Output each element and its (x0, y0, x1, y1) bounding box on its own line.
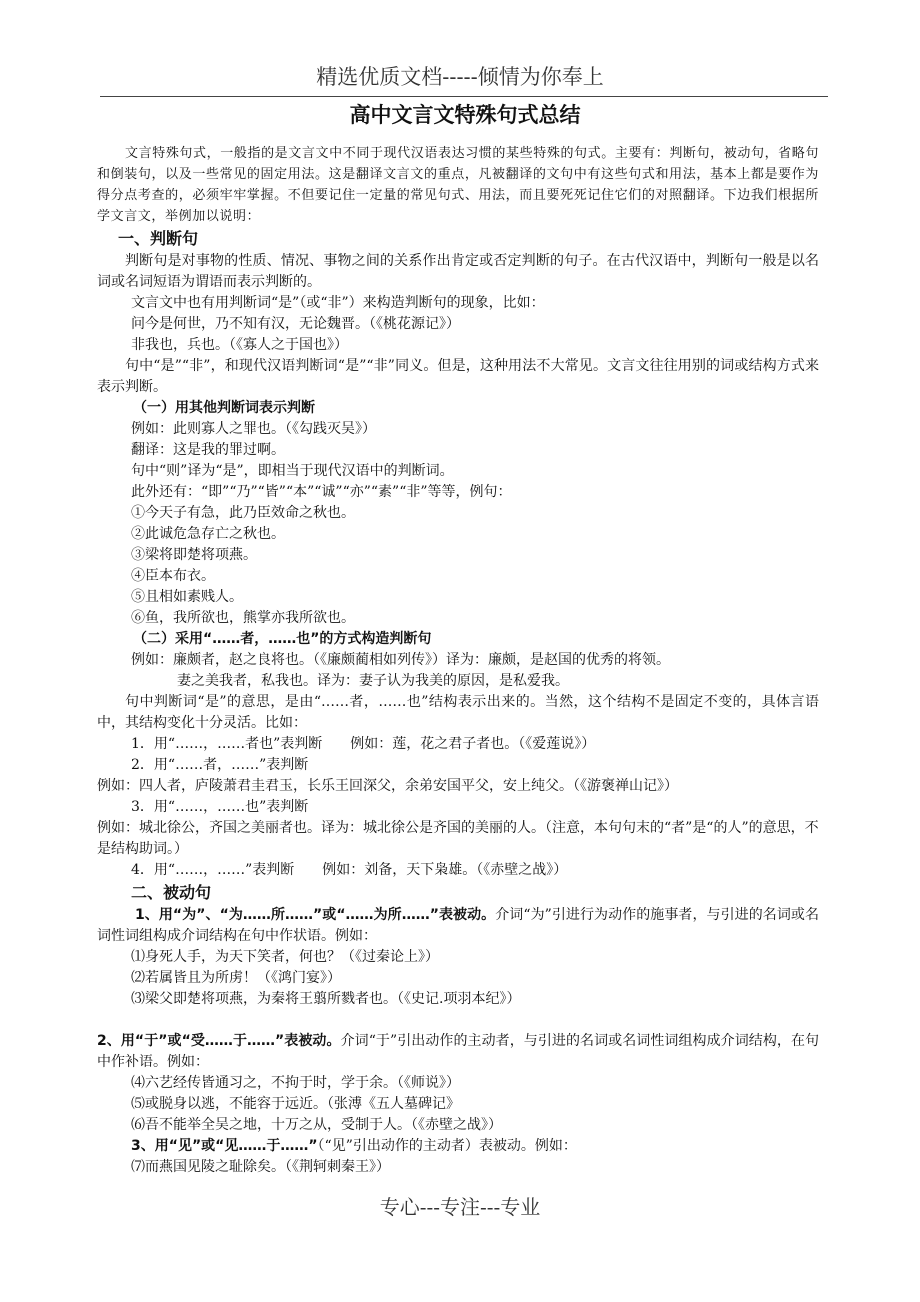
example-item: ⑹吾不能举全吴之地，十万之从，受制于人。（《赤壁之战》） (131, 1117, 502, 1133)
example-item: ⑴身死人手，为天下笑者，何也？（《过秦论上》） (131, 949, 439, 965)
example-item: ⑥鱼，我所欲也，熊掌亦我所欲也。 (131, 610, 355, 626)
example-line: 例如：城北徐公，齐国之美丽者也。译为：城北徐公是齐国的美丽的人。（注意，本句句末的“者”是“的人”的意思，不是结构助词。） (97, 820, 819, 857)
example-item: ②此诚危急存亡之秋也。 (131, 526, 285, 542)
list-item: 1．用“……，……者也”表判断 例如：莲，花之君子者也。（《爱莲说》） (131, 736, 596, 752)
example-line: 此外还有：“即”“乃”“皆”“本”“诚”“亦”“素”“非”等等，例句： (131, 484, 512, 500)
example-line: 例如：廉颇者，赵之良将也。（《廉颇蔺相如列传》）译为：廉颇，是赵国的优秀的将领。 (131, 652, 670, 668)
example-item: ④臣本布衣。 (131, 568, 215, 584)
document-title: 高中文言文特殊句式总结 (349, 103, 581, 127)
subsection-heading: （二）采用“……者，……也”的方式构造判断句 (133, 631, 432, 647)
paragraph: 句中判断词“是”的意思，是由“……者，……也”结构表示出来的。当然，这个结构不是固定不变的，具体言语中，其结构变化十分灵活。比如： (97, 694, 819, 731)
rule-heading: 2、用“于”或“受……于……”表被动。 (97, 1033, 341, 1049)
rule-heading: 3、用“见”或“见……于……” (131, 1138, 318, 1154)
example-line: 例如：此则寡人之罪也。（《勾践灭吴》） (131, 421, 376, 437)
example-item: ⑷六艺经传皆通习之，不拘于时，学于余。（《师说》） (131, 1075, 460, 1091)
example-line: 妻之美我者，私我也。译为：妻子认为我美的原因，是私爱我。 (177, 673, 569, 689)
rule-heading: 1、用“为”、“为……所……”或“……为所……”表被动。 (135, 907, 496, 923)
page-footer: 专心---专注---专业 (379, 1195, 541, 1219)
document-body (97, 99, 819, 1178)
intro-paragraph: 文言特殊句式，一般指的是文言文中不同于现代汉语表达习惯的某些特殊的句式。主要有：判断句，被动句，省略句和倒装句，以及一些常见的固定用法。这是翻译文言文的重点，凡被翻译的文句中有这些句式和用法，基本上都是要作为得分点考查的，必须牢牢掌握。不但要记住一定量的常见句式、用法，而且要死死记住它们的对照翻译。下边我们根据所学文言文，举例加以说明： (97, 146, 819, 224)
example-line: 问今是何世，乃不知有汉，无论魏晋。（《桃花源记》） (131, 316, 460, 332)
example-item: ⑤且相如素贱人。 (131, 589, 243, 605)
page-header: 精选优质文档-----倾情为你奉上 (316, 65, 604, 89)
paragraph (97, 905, 819, 947)
rule-text: 介词“于”引出动作的主动者，与引进的名词或名词性词组构成介词结构，在句中作补语。例如： (97, 1033, 820, 1070)
example-item: ⑸或脱身以逃，不能容于远近。（张溥《五人墓碑记》 (131, 1096, 460, 1112)
example-item: ③梁将即楚将项燕。 (131, 547, 257, 563)
paragraph: 句中“是”“非”，和现代汉语判断词“是”“非”同义。但是，这种用法不大常见。文言文往往用别的词或结构方式来表示判断。 (97, 358, 819, 395)
list-item: 2．用“……者，……”表判断 (131, 757, 309, 773)
example-item: ⑶梁父即楚将项燕，为秦将王翦所戮者也。（《史记.项羽本纪》） (131, 991, 521, 1007)
header-divider (100, 96, 828, 97)
example-line: 非我也，兵也。（《寡人之于国也》） (131, 337, 348, 353)
rule-text: 介词“为”引进行为动作的施事者，与引进的名词或名词性词组构成介词结构在句中作状语。例如： (97, 907, 819, 944)
subsection-heading: （一）用其他判断词表示判断 (133, 400, 315, 416)
example-item: ⑺而燕国见陵之耻除矣。（《荆轲刺秦王》） (131, 1159, 390, 1175)
example-line: 翻译：这是我的罪过啊。 (131, 442, 285, 458)
example-item: ⑵若属皆且为所虏！（《鸿门宴》） (131, 970, 341, 986)
paragraph (97, 1136, 819, 1157)
list-item: 4．用“……，……”表判断 例如：刘备，天下枭雄。（《赤壁之战》） (131, 862, 568, 878)
section-heading-passive: 二、被动句 (131, 883, 212, 902)
example-line: 句中“则”译为“是”，即相当于现代汉语中的判断词。 (131, 463, 454, 479)
paragraph (97, 1031, 819, 1073)
section-heading-judgment: 一、判断句 (118, 229, 199, 248)
blank-line (97, 1010, 819, 1031)
rule-text: （“见”引出动作的主动者）表被动。例如： (317, 1138, 577, 1154)
example-line: 例如：四人者，庐陵萧君圭君玉，长乐王回深父，余弟安国平父，安上纯父。（《游褒禅山记》） (97, 778, 678, 794)
paragraph: 文言文中也有用判断词“是”（或“非”）来构造判断句的现象，比如： (131, 295, 545, 311)
example-item: ①今天子有急，此乃臣效命之秋也。 (131, 505, 355, 521)
list-item: 3．用“……，……也”表判断 (131, 799, 309, 815)
paragraph: 判断句是对事物的性质、情况、事物之间的关系作出肯定或否定判断的句子。在古代汉语中，判断句一般是以名词或名词短语为谓语而表示判断的。 (97, 253, 819, 290)
